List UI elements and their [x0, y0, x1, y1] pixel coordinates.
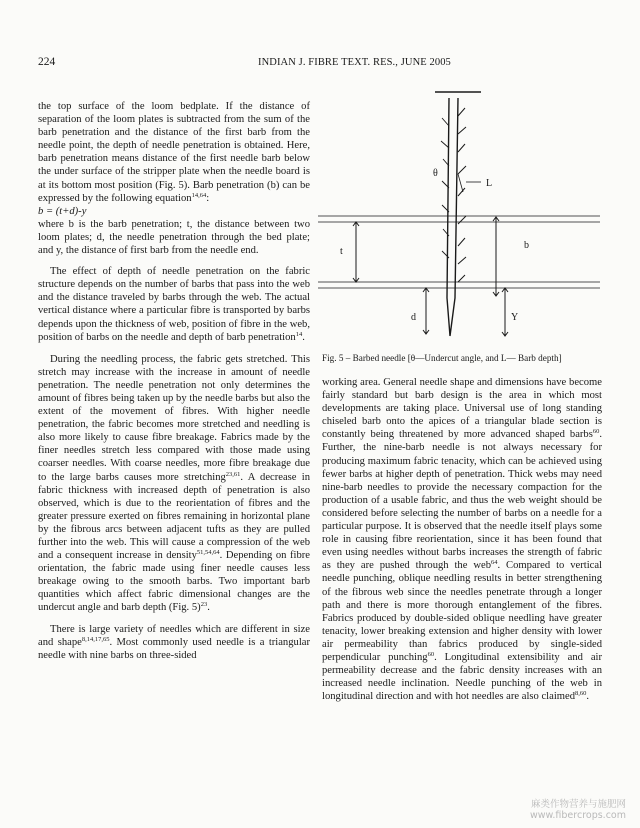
citation: 14	[295, 330, 303, 338]
paragraph-needle-variety: There is large variety of needles which are different in size and shape$^{8,14,17,65}$. Most commonly used needle is a triangular needle with nine barbs on three-sided	[38, 623, 310, 661]
paragraph-depth-effect: The effect of depth of needle penetration on the fabric structure depends on the number of barbs that pass into the web and the distance traveled by barbs through the web. The actual vertical distance where a particular fibre is transported by barbs depends upon the thickness of web, position of fibre in the web, position of barbs on the needle and depth of barb penetration$^{14}$.	[38, 266, 310, 343]
site-watermark: 麻类作物营养与施肥网 www.fibercrops.com	[529, 799, 626, 821]
citation: 8,14,17,65	[81, 635, 110, 643]
label-L: L	[486, 178, 493, 189]
citation: 60	[427, 650, 435, 658]
label-d: d	[411, 312, 416, 323]
paragraph-equation-variables: where b is the barb penetration; t, the distance between two loom plates; d, the needle penetration through the bed plate; and y, the distance of first barb from the needle end.	[38, 218, 310, 257]
journal-title: INDIAN J. FIBRE TEXT. RES., JUNE 2005	[258, 57, 451, 68]
citation: 14,64	[191, 191, 207, 199]
running-header	[38, 56, 600, 70]
label-t: t	[340, 246, 343, 257]
right-column	[322, 376, 602, 703]
equation-barb-penetration: b = (t+d)-y	[38, 205, 87, 217]
figure-caption: Fig. 5 – Barbed needle [θ—Undercut angle, and L— Barb depth]	[322, 353, 562, 363]
paragraph-barb-penetration: the top surface of the loom bedplate. If the distance of separation of the loom plates is subtracted from the sum of the barb penetration and the distance of the first barb from the needle point, the depth of needle penetration is obtained. Here, barb penetration means distance of the first needle barb below the under surface of the stripper plate when the needle board is at its bottom most position (Fig. 5). Barb penetration (b) can be expressed by the following equation$^{14,64}$:	[38, 101, 310, 204]
citation: 51,54,64	[196, 549, 220, 557]
label-theta: θ	[433, 168, 438, 179]
citation: 23,61	[225, 470, 241, 478]
left-column	[38, 100, 310, 662]
citation: 60	[592, 428, 600, 436]
citation: 8,60	[575, 690, 587, 698]
barbed-needle-diagram	[318, 86, 600, 351]
citation: 64	[491, 559, 498, 567]
citation: 23	[200, 601, 208, 609]
figure-barbed-needle	[318, 86, 600, 351]
label-b: b	[524, 240, 529, 251]
page-number: 224	[38, 56, 56, 68]
paragraph-needling-stretch: During the needling process, the fabric gets stretched. This stretch may increase with the increase in amount of needle penetration. The needle penetration not only determines the amount of fibres being taken up by the needle barbs but also the extent of the movement of fibres. With higher needle penetration, the fabric becomes more stretched and needling is also more likely to cause fibre breakage. Fabrics made by the finer needles stretch less compared with those made using coarser needles. With coarse needles, more fibre breakage due to the large barbs causes more stretching$^{23,61}$. A decrease in fabric thickness with increased depth of penetration is also observed, which is due to the reorientation of fibres and the greater pressure exerted on fibres remaining in horizontal plane by the fibrous arcs between adjacent tufts as they are pulled further into the web. This will cause a compression of the web and a consequent increase in density$^{51,54,64}$. Depending on fibre orientation, the fabric made using finer needle causes less breakage owing to the smooth barbs. Two important barb quantities which affect fabric dimensional changes are the undercut angle and barb depth (Fig. 5)$^{23}$.	[38, 353, 311, 614]
label-Y: Y	[511, 312, 519, 323]
paragraph-needle-design: working area. General needle shape and dimensions have become fairly standard but barb design is the area in which most developments are taking place. Universal use of long standing chiseled barb onto the apices of a triangular blade section is constantly being threatened by more advanced shaped barbs$^{60}$. Further, the nine-barb needle is not always necessary for producing maximum fabric tenacity, which can be achieved using fewer barbs at higher depth of penetration. Thick webs may need nine-barb needles to provide the necessary compaction for the production of a usable fabric, and thus the web weight should be considered before selecting the number of barbs on a needle for a particular purpose. It is observed that the needle itself plays some role in causing fibre reorientation, since it has been found that even using needles without barbs increases the strength of fabric as they are pushed through the web$^{64}$. Compared to vertical needle punching, oblique needling results in better strengthening of the fibrous web since the needles penetrate through a longer path and there is more thorough entanglement of the fibres. Fabrics produced by double-sided oblique needling have greater tenacity, lower breaking extension and higher density with lower air permeability than fabrics produced by single-sided perpendicular punching$^{60}$. Longitudinal extensibility and air permeability decrease and the fabric density increases with an increased needle inclination. Needle punching of the web in longitudinal direction and with hot needles are also claimed$^{8,60}$.	[322, 377, 603, 703]
